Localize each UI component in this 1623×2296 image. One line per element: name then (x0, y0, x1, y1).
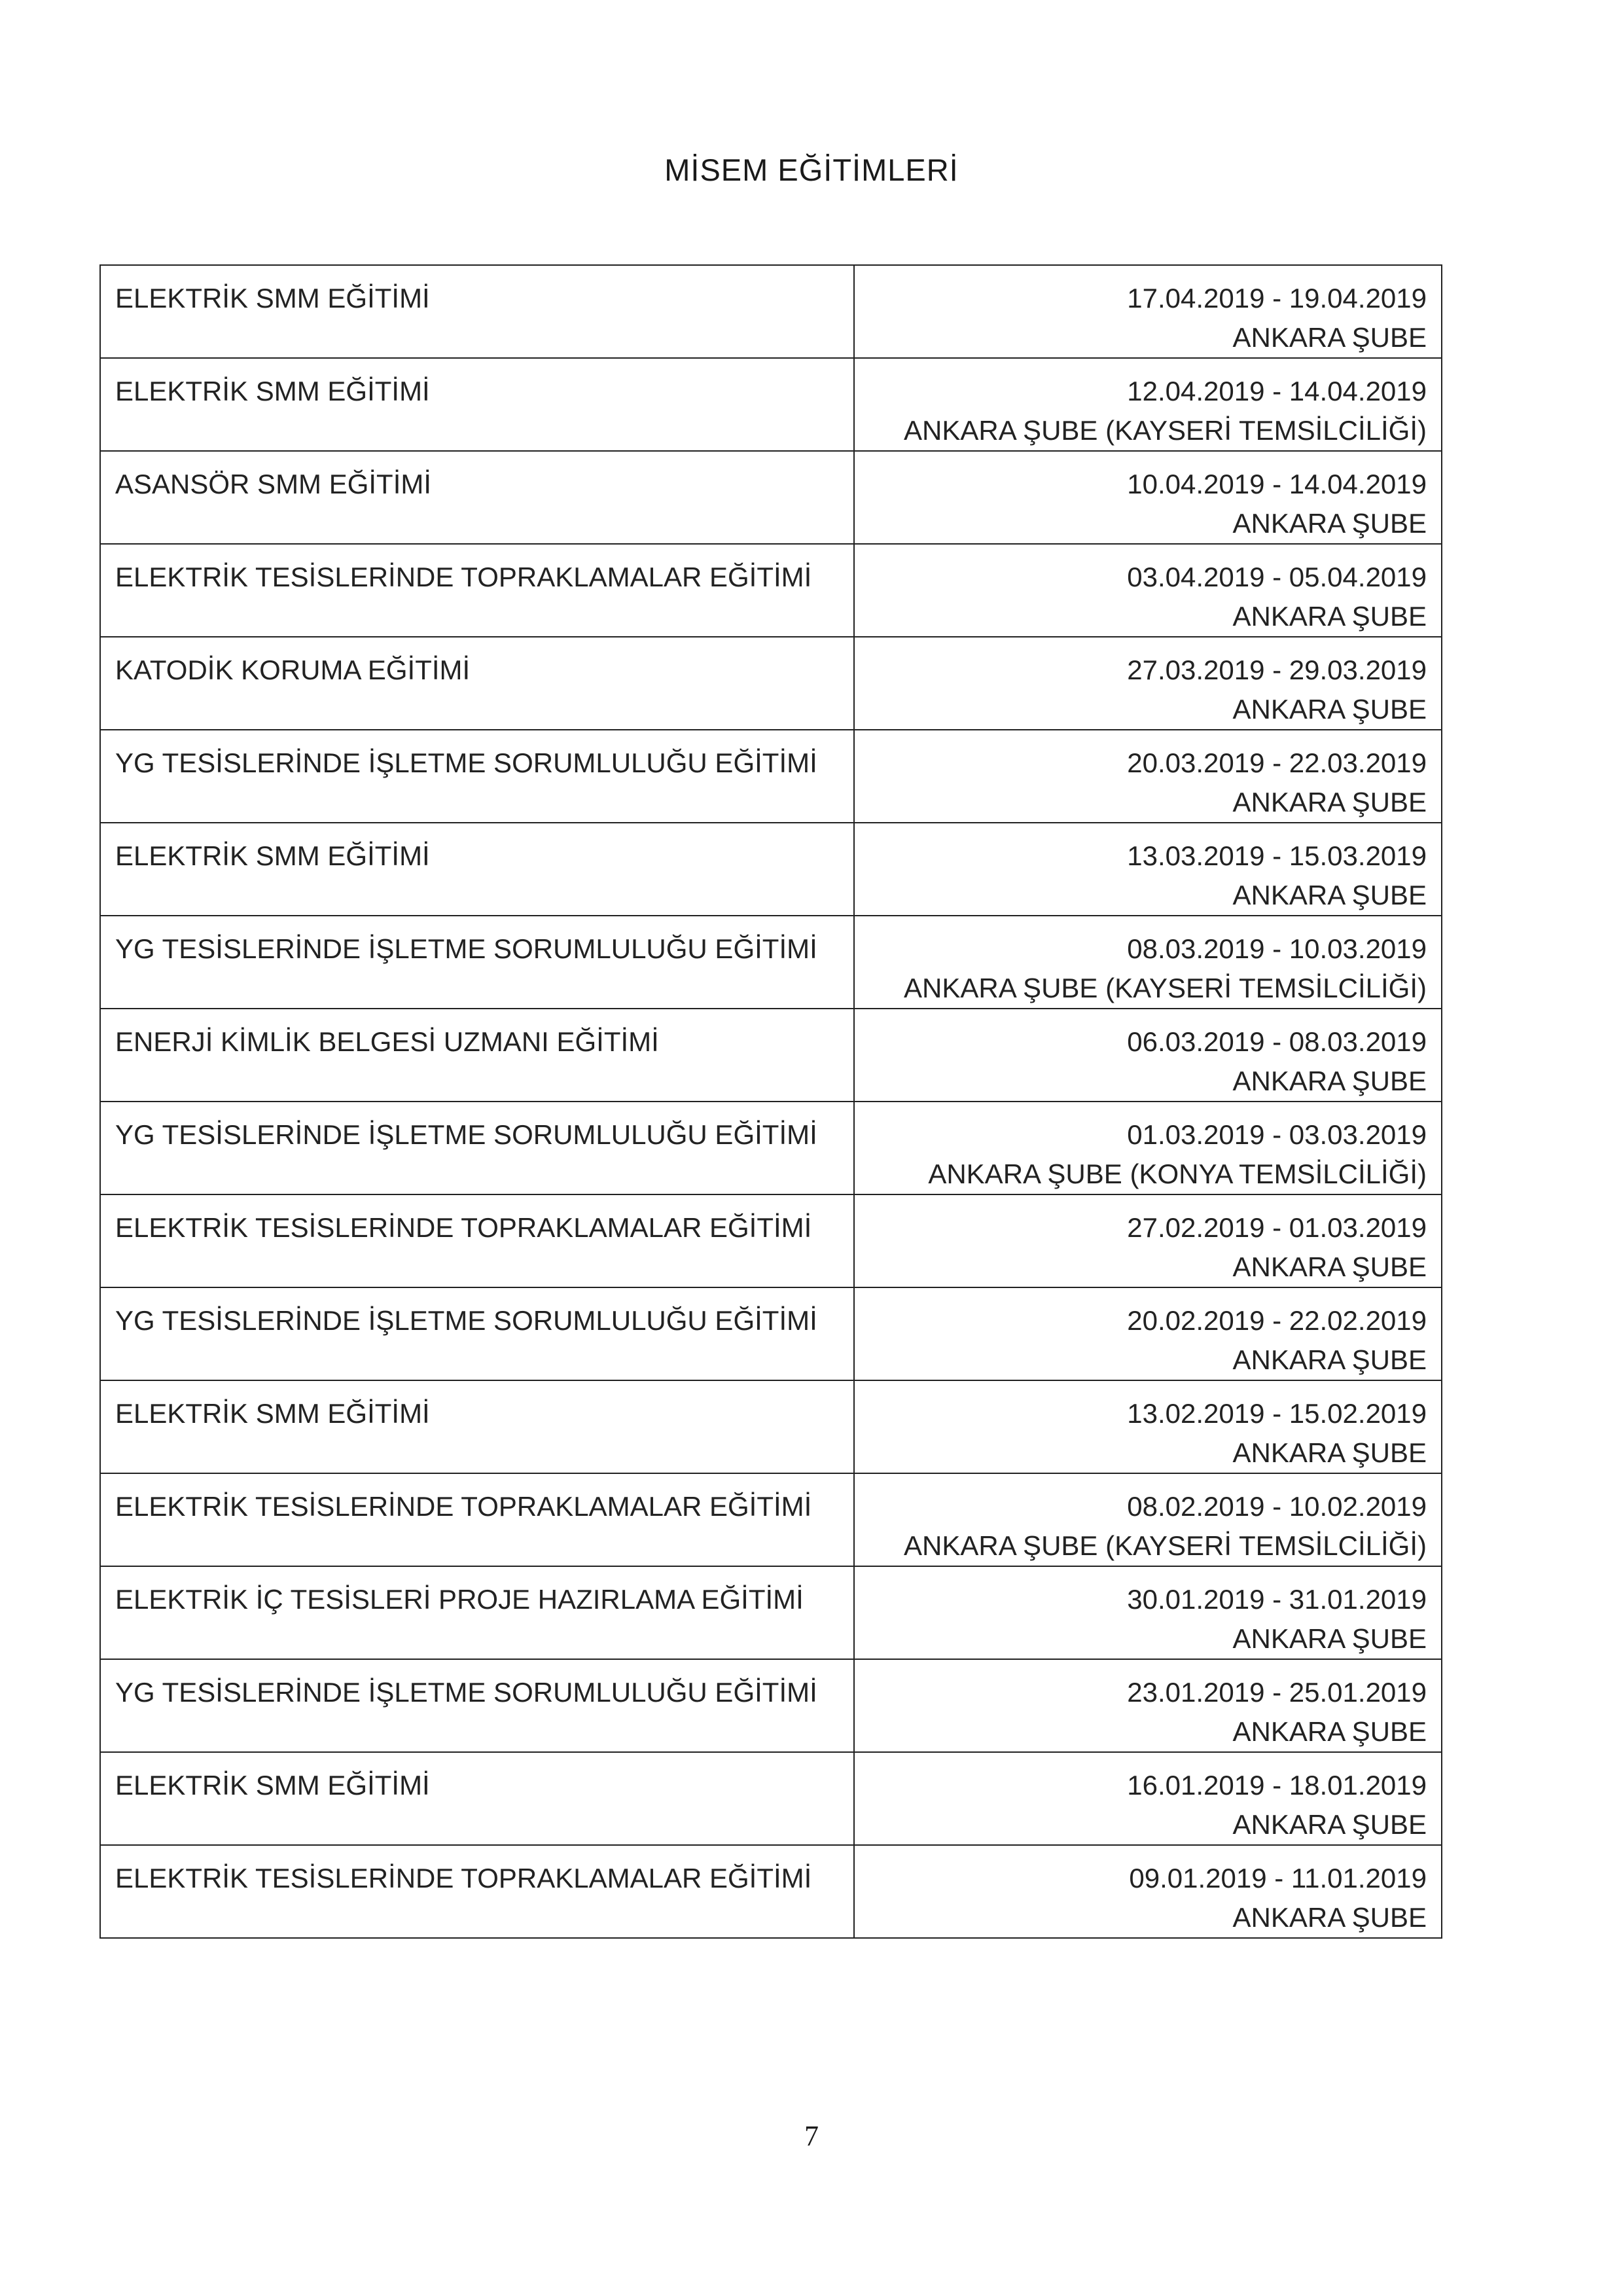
training-dates: 06.03.2019 - 08.03.2019 (1127, 1026, 1427, 1057)
table-row (100, 1845, 1442, 1938)
training-location: ANKARA ŞUBE (KAYSERİ TEMSİLCİLİĞİ) (903, 973, 1427, 1003)
training-location: ANKARA ŞUBE (KAYSERİ TEMSİLCİLİĞİ) (903, 415, 1427, 446)
training-info (854, 1845, 1442, 1938)
training-name: ELEKTRİK İÇ TESİSLERİ PROJE HAZIRLAMA EĞİTİMİ (100, 1566, 854, 1659)
training-location: ANKARA ŞUBE (1232, 1902, 1427, 1933)
training-name: YG TESİSLERİNDE İŞLETME SORUMLULUĞU EĞİTİMİ (100, 730, 854, 823)
training-name: KATODİK KORUMA EĞİTİMİ (100, 637, 854, 730)
training-location: ANKARA ŞUBE (1232, 1716, 1427, 1747)
training-name: ELEKTRİK TESİSLERİNDE TOPRAKLAMALAR EĞİTİMİ (100, 544, 854, 637)
training-name: ELEKTRİK TESİSLERİNDE TOPRAKLAMALAR EĞİTİMİ (100, 1845, 854, 1938)
training-dates: 03.04.2019 - 05.04.2019 (1127, 562, 1427, 592)
training-dates: 08.02.2019 - 10.02.2019 (1127, 1491, 1427, 1522)
training-info (854, 451, 1442, 544)
training-info (854, 1473, 1442, 1566)
training-info (854, 637, 1442, 730)
training-location: ANKARA ŞUBE (1232, 694, 1427, 725)
training-dates: 16.01.2019 - 18.01.2019 (1127, 1770, 1427, 1801)
training-rows (100, 265, 1442, 1938)
table-row (100, 451, 1442, 544)
table-row (100, 730, 1442, 823)
training-name: ELEKTRİK SMM EĞİTİMİ (100, 265, 854, 358)
table-row (100, 1102, 1442, 1194)
training-info (854, 1659, 1442, 1752)
training-location: ANKARA ŞUBE (1232, 1623, 1427, 1654)
training-name: ELEKTRİK SMM EĞİTİMİ (100, 823, 854, 916)
training-dates: 20.03.2019 - 22.03.2019 (1127, 747, 1427, 778)
training-name: ELEKTRİK SMM EĞİTİMİ (100, 1752, 854, 1845)
training-dates: 20.02.2019 - 22.02.2019 (1127, 1305, 1427, 1336)
table-row (100, 1752, 1442, 1845)
training-name: YG TESİSLERİNDE İŞLETME SORUMLULUĞU EĞİTİMİ (100, 1659, 854, 1752)
training-location: ANKARA ŞUBE (1232, 1066, 1427, 1096)
training-name: ELEKTRİK SMM EĞİTİMİ (100, 1380, 854, 1473)
training-info (854, 1102, 1442, 1194)
training-name: ASANSÖR SMM EĞİTİMİ (100, 451, 854, 544)
training-info (854, 1194, 1442, 1287)
training-dates: 10.04.2019 - 14.04.2019 (1127, 469, 1427, 499)
training-name: ELEKTRİK TESİSLERİNDE TOPRAKLAMALAR EĞİTİMİ (100, 1473, 854, 1566)
training-info (854, 265, 1442, 358)
training-dates: 13.02.2019 - 15.02.2019 (1127, 1398, 1427, 1429)
table-row (100, 1380, 1442, 1473)
training-info (854, 544, 1442, 637)
training-dates: 23.01.2019 - 25.01.2019 (1127, 1677, 1427, 1708)
training-info (854, 1380, 1442, 1473)
training-dates: 01.03.2019 - 03.03.2019 (1127, 1119, 1427, 1150)
training-dates: 09.01.2019 - 11.01.2019 (1129, 1863, 1427, 1893)
table-row (100, 1566, 1442, 1659)
training-dates: 17.04.2019 - 19.04.2019 (1127, 283, 1427, 314)
training-name: ELEKTRİK SMM EĞİTİMİ (100, 358, 854, 451)
table-row (100, 1659, 1442, 1752)
training-info (854, 358, 1442, 451)
training-location: ANKARA ŞUBE (1232, 1251, 1427, 1282)
training-name: ELEKTRİK TESİSLERİNDE TOPRAKLAMALAR EĞİTİMİ (100, 1194, 854, 1287)
table-row (100, 637, 1442, 730)
training-info (854, 730, 1442, 823)
training-location: ANKARA ŞUBE (1232, 508, 1427, 539)
training-location: ANKARA ŞUBE (KAYSERİ TEMSİLCİLİĞİ) (903, 1530, 1427, 1561)
training-name: YG TESİSLERİNDE İŞLETME SORUMLULUĞU EĞİTİMİ (100, 1102, 854, 1194)
table-row (100, 1473, 1442, 1566)
table-row (100, 265, 1442, 358)
training-info (854, 1287, 1442, 1380)
training-dates: 27.02.2019 - 01.03.2019 (1127, 1212, 1427, 1243)
table-row (100, 1194, 1442, 1287)
page-number: 7 (804, 2120, 819, 2152)
training-location: ANKARA ŞUBE (KONYA TEMSİLCİLİĞİ) (928, 1158, 1427, 1189)
training-info (854, 1009, 1442, 1102)
training-name: YG TESİSLERİNDE İŞLETME SORUMLULUĞU EĞİTİMİ (100, 916, 854, 1009)
training-name: ENERJİ KİMLİK BELGESİ UZMANI EĞİTİMİ (100, 1009, 854, 1102)
training-location: ANKARA ŞUBE (1232, 322, 1427, 353)
training-location: ANKARA ŞUBE (1232, 787, 1427, 817)
training-info (854, 916, 1442, 1009)
table-row (100, 823, 1442, 916)
training-dates: 12.04.2019 - 14.04.2019 (1127, 376, 1427, 406)
training-location: ANKARA ŞUBE (1232, 880, 1427, 910)
training-location: ANKARA ŞUBE (1232, 1344, 1427, 1375)
page-title: MİSEM EĞİTİMLERİ (664, 152, 959, 187)
table-row (100, 544, 1442, 637)
table-row (100, 1287, 1442, 1380)
training-dates: 30.01.2019 - 31.01.2019 (1127, 1584, 1427, 1615)
training-info (854, 823, 1442, 916)
training-location: ANKARA ŞUBE (1232, 601, 1427, 632)
training-location: ANKARA ŞUBE (1232, 1809, 1427, 1840)
table-row (100, 916, 1442, 1009)
training-dates: 13.03.2019 - 15.03.2019 (1127, 840, 1427, 871)
training-info (854, 1752, 1442, 1845)
training-dates: 27.03.2019 - 29.03.2019 (1127, 655, 1427, 685)
training-name: YG TESİSLERİNDE İŞLETME SORUMLULUĞU EĞİTİMİ (100, 1287, 854, 1380)
table-row (100, 358, 1442, 451)
training-dates: 08.03.2019 - 10.03.2019 (1127, 933, 1427, 964)
training-table (99, 264, 1442, 1939)
training-info (854, 1566, 1442, 1659)
table-row (100, 1009, 1442, 1102)
training-location: ANKARA ŞUBE (1232, 1437, 1427, 1468)
